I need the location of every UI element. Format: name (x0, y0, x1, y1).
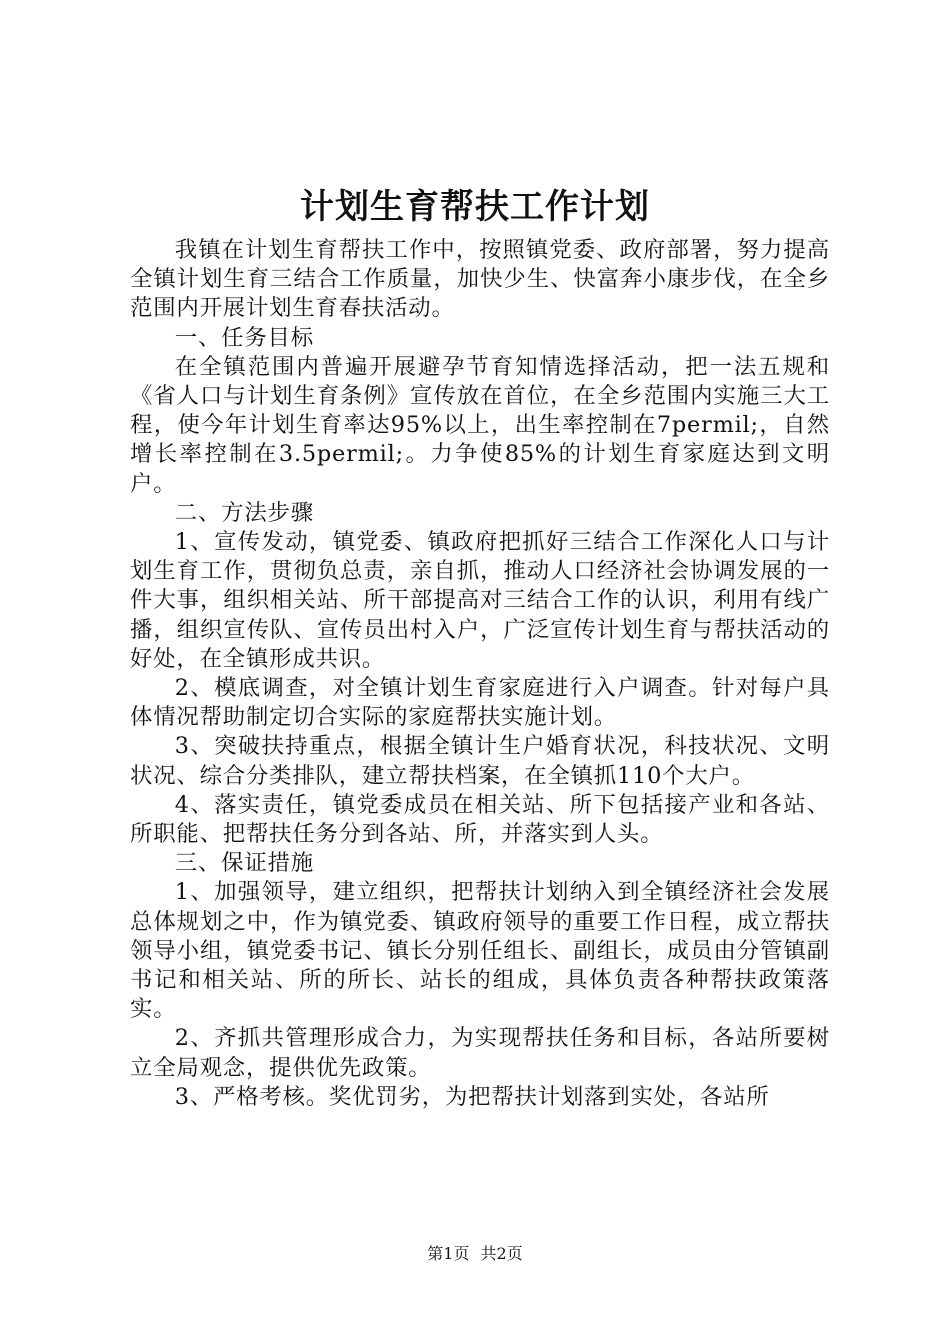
section-heading-measures: 三、保证措施 (174, 850, 314, 877)
step-paragraph-1: 1、宣传发动，镇党委、镇政府把抓好三结合工作深化人口与计划生育工作，贯彻负总责，亲自抓，推动人口经济社会协调发展的一件大事，组织相关站、所干部提高对三结合工作的认识，利用有线广播，组织宣传队、宣传员出村入户，广泛宣传计划生育与帮扶活动的好处，在全镇形成共识。 (130, 529, 830, 672)
section-heading-goals: 一、任务目标 (174, 324, 314, 351)
intro-paragraph: 我镇在计划生育帮扶工作中，按照镇党委、政府部署，努力提高全镇计划生育三结合工作质量，加快少生、快富奔小康步伐，在全乡范围内开展计划生育春扶活动。 (130, 237, 830, 322)
document-body (130, 236, 830, 1112)
section-heading-steps: 二、方法步骤 (174, 499, 314, 526)
page-footer (0, 1243, 950, 1265)
measure-paragraph-3: 3、严格考核。奖优罚劣，为把帮扶计划落到实处，各站所 (174, 1083, 770, 1110)
goals-paragraph: 在全镇范围内普遍开展避孕节育知情选择活动，把一法五规和《省人口与计划生育条例》宣传放在首位，在全乡范围内实施三大工程，使今年计划生育率达95%以上，出生率控制在7permil;，自然增长率控制在3.5permil;。力争使85%的计划生育家庭达到文明户。 (130, 353, 830, 497)
step-paragraph-4: 4、落实责任，镇党委成员在相关站、所下包括接产业和各站、所职能、把帮扶任务分到各站、所，并落实到人头。 (130, 791, 830, 848)
document-title: 计划生育帮扶工作计划 (300, 187, 650, 227)
measure-paragraph-2: 2、齐抓共管理形成合力，为实现帮扶任务和目标，各站所要树立全局观念，提供优先政策。 (130, 1025, 830, 1081)
page-total: 共2页 (480, 1244, 523, 1263)
step-paragraph-2: 2、模底调查，对全镇计划生育家庭进行入户调查。针对每户具体情况帮助制定切合实际的家庭帮扶实施计划。 (130, 675, 830, 731)
step-paragraph-3: 3、突破扶持重点，根据全镇计生户婚育状况，科技状况、文明状况、综合分类排队，建立帮扶档案，在全镇抓110个大户。 (130, 733, 830, 789)
measure-paragraph-1: 1、加强领导，建立组织，把帮扶计划纳入到全镇经济社会发展总体规划之中，作为镇党委、镇政府领导的重要工作日程，成立帮扶领导小组，镇党委书记、镇长分别任组长、副组长，成员由分管镇副书记和相关站、所的所长、站长的组成，具体负责各种帮扶政策落实。 (130, 879, 830, 1023)
page-number: 第1页 (427, 1244, 470, 1263)
